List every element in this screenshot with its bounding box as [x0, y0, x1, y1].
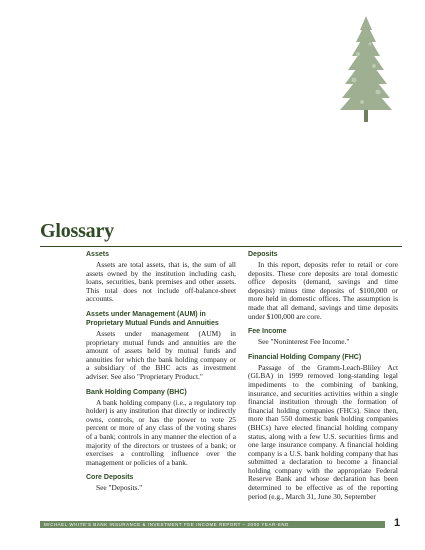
entry-heading: Core Deposits — [86, 474, 134, 482]
entry-text: Passage of the Gramm-Leach-Bliley Act (GLBA) in 1999 removed long-standing legal impediments to the combining of banking, insurance, and securities activities within a single financial institution through the formation of financial holding companies (FHCs). Since then, more than 550 domestic bank holding companies (BHCs) have elected financial holding company status, along with a few U.S. securities firms and one large insurance company. A financial holding company is a U.S. bank holding company that has submitted a declaration to become a financial holding company with the appropriate Federal Reserve Bank and whose declaration has been determined to be effective as of the reporting period (e.g., March 31, June 30, September — [248, 362, 398, 501]
entry-heading: Assets under Management (AUM) in Proprietary Mutual Funds and Annuities — [86, 310, 219, 327]
page-title: Glossary — [40, 220, 114, 242]
entry-text: Assets are total assets, that is, the sum of all assets owned by the institution including cash, loans, securities, bank premises and other assets. This total does not include off-balance-sheet accounts. — [86, 260, 236, 304]
evergreen-tree-icon — [338, 14, 394, 124]
entry-heading: Fee Income — [248, 328, 287, 336]
footer-text: MICHAEL WHITE'S BANK INSURANCE & INVESTMENT FEE INCOME REPORT – 2000 YEAR-END — [44, 522, 289, 527]
entry-heading: Assets — [86, 251, 109, 258]
entry-heading: Bank Holding Company (BHC) — [86, 388, 187, 396]
page-number: 1 — [394, 517, 401, 529]
entry-heading: Financial Holding Company (FHC) — [248, 353, 362, 361]
title-divider — [40, 246, 402, 247]
glossary-column-left — [86, 250, 236, 493]
entry-text: See "Noninterest Fee Income." — [258, 337, 350, 347]
entry-text: See "Deposits." — [96, 483, 143, 493]
entry-heading: Deposits — [248, 251, 278, 258]
glossary-column-right — [248, 250, 398, 501]
entry-text: Assets under management (AUM) in proprietary mutual funds and annuities are the amount of assets held by mutual funds and annuities for which the bank holding company or a subsidiary of the BHC acts as investment adviser. See also "Proprietary Product." — [86, 328, 236, 381]
entry-text: In this report, deposits refer to retail or core deposits. These core deposits are total domestic office deposits (demand, savings and time deposits) minus time deposits of $100,000 or more held in domestic offices. The assumption is made that all demand, savings and time deposits under $100,000 are core. — [248, 260, 398, 321]
entry-text: A bank holding company (i.e., a regulatory top holder) is any institution that directly or indirectly owns, controls, or has the power to vote 25 percent or more of any class of the voting shares of a bank; controls in any manner the election of a majority of the directors or trustees of a bank; or exercises a controlling influence over the management or policies of a bank. — [86, 397, 236, 467]
